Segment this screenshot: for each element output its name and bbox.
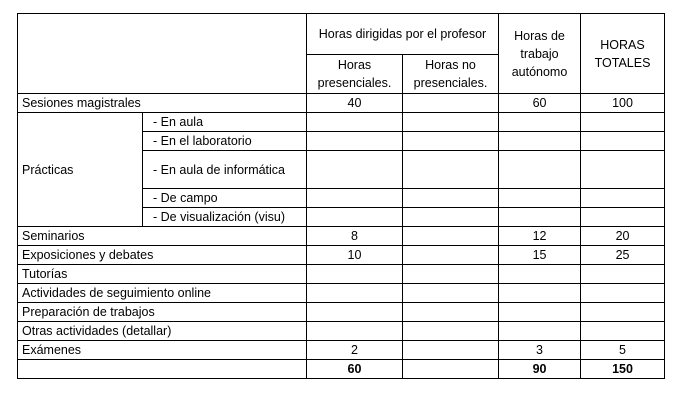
table-row [18, 227, 665, 246]
cell-no-presenciales [403, 303, 499, 322]
total-no-presenciales [403, 360, 499, 379]
row-label: Exámenes [18, 341, 307, 360]
cell-presenciales [307, 284, 403, 303]
header-presenciales: Horas presenciales. [307, 55, 403, 94]
cell-total [581, 284, 665, 303]
cell-autonomo [499, 208, 581, 227]
cell-presenciales [307, 151, 403, 189]
practicas-sub-item: - De campo [143, 189, 307, 208]
cell-autonomo [499, 113, 581, 132]
cell-total [581, 132, 665, 151]
cell-total: 100 [581, 94, 665, 113]
header-empty-cell [18, 14, 307, 94]
row-label [18, 360, 307, 379]
header-totales: HORAS TOTALES [581, 14, 665, 94]
cell-presenciales: 10 [307, 246, 403, 265]
cell-presenciales: 40 [307, 94, 403, 113]
cell-no-presenciales [403, 227, 499, 246]
totals-row [18, 360, 665, 379]
practicas-sub-item: - En aula de informática [143, 151, 307, 189]
table-row [18, 246, 665, 265]
table-row [18, 303, 665, 322]
cell-autonomo: 12 [499, 227, 581, 246]
cell-no-presenciales [403, 189, 499, 208]
cell-autonomo [499, 265, 581, 284]
header-autonomo: Horas de trabajo autónomo [499, 14, 581, 94]
cell-autonomo [499, 303, 581, 322]
cell-no-presenciales [403, 208, 499, 227]
cell-total [581, 322, 665, 341]
cell-no-presenciales [403, 265, 499, 284]
cell-total [581, 151, 665, 189]
cell-total [581, 303, 665, 322]
cell-autonomo [499, 189, 581, 208]
cell-autonomo: 60 [499, 94, 581, 113]
cell-autonomo [499, 322, 581, 341]
header-dirigidas: Horas dirigidas por el profesor [307, 14, 499, 55]
row-label: Tutorías [18, 265, 307, 284]
cell-no-presenciales [403, 284, 499, 303]
cell-total [581, 189, 665, 208]
cell-no-presenciales [403, 113, 499, 132]
table-row [18, 265, 665, 284]
table-row [18, 284, 665, 303]
cell-no-presenciales [403, 246, 499, 265]
table-row [18, 341, 665, 360]
cell-no-presenciales [403, 341, 499, 360]
row-label-practicas: Prácticas [18, 113, 143, 227]
cell-autonomo: 15 [499, 246, 581, 265]
row-label: Seminarios [18, 227, 307, 246]
cell-presenciales: 8 [307, 227, 403, 246]
table-row [18, 113, 665, 132]
table-row [18, 94, 665, 113]
cell-total [581, 208, 665, 227]
total-presenciales: 60 [307, 360, 403, 379]
hours-table [17, 13, 665, 379]
cell-presenciales [307, 322, 403, 341]
header-row-1 [18, 14, 665, 55]
cell-presenciales [307, 113, 403, 132]
cell-total [581, 265, 665, 284]
row-label: Otras actividades (detallar) [18, 322, 307, 341]
cell-total: 25 [581, 246, 665, 265]
table-row [18, 322, 665, 341]
total-horas: 150 [581, 360, 665, 379]
row-label: Exposiciones y debates [18, 246, 307, 265]
cell-no-presenciales [403, 94, 499, 113]
cell-autonomo [499, 284, 581, 303]
cell-total: 20 [581, 227, 665, 246]
cell-presenciales [307, 303, 403, 322]
cell-total: 5 [581, 341, 665, 360]
total-autonomo: 90 [499, 360, 581, 379]
row-label: Preparación de trabajos [18, 303, 307, 322]
practicas-sub-item: - En el laboratorio [143, 132, 307, 151]
header-no-presenciales: Horas no presenciales. [403, 55, 499, 94]
cell-presenciales: 2 [307, 341, 403, 360]
cell-autonomo [499, 151, 581, 189]
cell-no-presenciales [403, 151, 499, 189]
practicas-sub-item: - En aula [143, 113, 307, 132]
cell-presenciales [307, 132, 403, 151]
cell-no-presenciales [403, 132, 499, 151]
cell-presenciales [307, 265, 403, 284]
cell-presenciales [307, 208, 403, 227]
practicas-sub-item: - De visualización (visu) [143, 208, 307, 227]
cell-autonomo [499, 132, 581, 151]
row-label: Sesiones magistrales [18, 94, 307, 113]
row-label: Actividades de seguimiento online [18, 284, 307, 303]
cell-no-presenciales [403, 322, 499, 341]
cell-autonomo: 3 [499, 341, 581, 360]
cell-total [581, 113, 665, 132]
cell-presenciales [307, 189, 403, 208]
